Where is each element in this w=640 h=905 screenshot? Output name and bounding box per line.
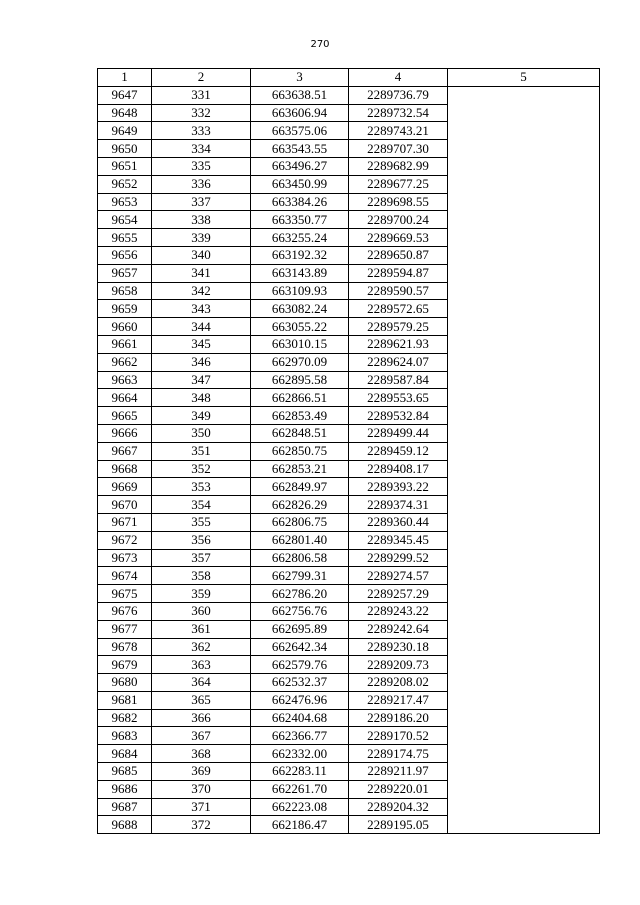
table-cell-col-4: 2289590.57	[349, 282, 448, 300]
table-cell-col-4: 2289257.29	[349, 585, 448, 603]
table-row	[98, 86, 600, 104]
table-cell-col-2: 362	[152, 638, 251, 656]
table-cell-col-2: 365	[152, 691, 251, 709]
table-cell-col-2: 360	[152, 602, 251, 620]
table-cell-col-3: 662223.08	[251, 798, 349, 816]
table-cell-col-1: 9648	[98, 104, 152, 122]
table-cell-col-3: 662849.97	[251, 478, 349, 496]
table-cell-col-4: 2289408.17	[349, 460, 448, 478]
table-cell-col-1: 9676	[98, 602, 152, 620]
table-cell-col-4: 2289170.52	[349, 727, 448, 745]
table-cell-col-1: 9670	[98, 496, 152, 514]
table-cell-col-1: 9660	[98, 318, 152, 336]
table-cell-col-4: 2289274.57	[349, 567, 448, 585]
table-cell-col-3: 662853.21	[251, 460, 349, 478]
table-cell-col-1: 9656	[98, 246, 152, 264]
table-cell-col-4: 2289698.55	[349, 193, 448, 211]
table-cell-col-1: 9652	[98, 175, 152, 193]
table-cell-col-4: 2289572.65	[349, 300, 448, 318]
table-cell-col-1: 9667	[98, 442, 152, 460]
table-cell-col-3: 662853.49	[251, 407, 349, 425]
table-cell-col-2: 368	[152, 745, 251, 763]
table-cell-col-3: 663575.06	[251, 122, 349, 140]
table-cell-col-4: 2289174.75	[349, 745, 448, 763]
table-cell-col-2: 366	[152, 709, 251, 727]
table-cell-col-2: 333	[152, 122, 251, 140]
table-cell-col-3: 662695.89	[251, 620, 349, 638]
table-cell-col-3: 662366.77	[251, 727, 349, 745]
table-cell-col-3: 663255.24	[251, 229, 349, 247]
table-header-row	[98, 69, 600, 87]
table-cell-col-1: 9681	[98, 691, 152, 709]
table-cell-col-2: 339	[152, 229, 251, 247]
table-cell-col-1: 9682	[98, 709, 152, 727]
table-cell-col-2: 342	[152, 282, 251, 300]
table-cell-col-4: 2289230.18	[349, 638, 448, 656]
table-cell-col-3: 663638.51	[251, 86, 349, 104]
table-cell-col-4: 2289669.53	[349, 229, 448, 247]
table-cell-col-3: 662579.76	[251, 656, 349, 674]
table-cell-col-1: 9673	[98, 549, 152, 567]
table-cell-col-2: 338	[152, 211, 251, 229]
table-cell-col-3: 662261.70	[251, 780, 349, 798]
table-cell-col-1: 9679	[98, 656, 152, 674]
table-cell-col-1: 9659	[98, 300, 152, 318]
table-cell-col-3: 663384.26	[251, 193, 349, 211]
table-cell-col-2: 337	[152, 193, 251, 211]
table-cell-col-2: 354	[152, 496, 251, 514]
table-cell-col-2: 346	[152, 353, 251, 371]
table-cell-col-1: 9664	[98, 389, 152, 407]
table-cell-col-2: 361	[152, 620, 251, 638]
table-cell-col-4: 2289736.79	[349, 86, 448, 104]
table-cell-col-2: 349	[152, 407, 251, 425]
table-cell-col-1: 9663	[98, 371, 152, 389]
table-cell-col-4: 2289624.07	[349, 353, 448, 371]
table-cell-col-1: 9649	[98, 122, 152, 140]
table-cell-col-2: 355	[152, 513, 251, 531]
table-cell-col-4: 2289621.93	[349, 335, 448, 353]
table-cell-col-4: 2289700.24	[349, 211, 448, 229]
table-cell-col-2: 345	[152, 335, 251, 353]
table-cell-col-1: 9662	[98, 353, 152, 371]
table-cell-col-1: 9651	[98, 157, 152, 175]
table-cell-col-3: 662756.76	[251, 602, 349, 620]
table-cell-col-3: 662404.68	[251, 709, 349, 727]
table-cell-col-3: 662332.00	[251, 745, 349, 763]
table-cell-col-3: 663606.94	[251, 104, 349, 122]
table-cell-col-2: 370	[152, 780, 251, 798]
table-cell-col-1: 9669	[98, 478, 152, 496]
table-cell-col-1: 9678	[98, 638, 152, 656]
table-cell-col-2: 348	[152, 389, 251, 407]
table-cell-col-3: 662895.58	[251, 371, 349, 389]
column-header-2: 2	[152, 69, 251, 87]
table-cell-col-2: 352	[152, 460, 251, 478]
table-cell-col-2: 358	[152, 567, 251, 585]
table-cell-col-1: 9654	[98, 211, 152, 229]
coordinates-table	[97, 68, 600, 834]
table-cell-col-3: 663109.93	[251, 282, 349, 300]
table-cell-col-3: 662970.09	[251, 353, 349, 371]
table-cell-col-4: 2289186.20	[349, 709, 448, 727]
table-cell-col-3: 662850.75	[251, 442, 349, 460]
table-cell-col-2: 367	[152, 727, 251, 745]
table-cell-col-3: 662826.29	[251, 496, 349, 514]
table-cell-col-1: 9677	[98, 620, 152, 638]
table-cell-col-1: 9668	[98, 460, 152, 478]
column-header-5: 5	[448, 69, 600, 87]
table-cell-col-4: 2289242.64	[349, 620, 448, 638]
table-cell-col-1: 9666	[98, 424, 152, 442]
table-cell-col-1: 9671	[98, 513, 152, 531]
column-header-4: 4	[349, 69, 448, 87]
table-cell-col-4: 2289393.22	[349, 478, 448, 496]
table-cell-col-3: 662848.51	[251, 424, 349, 442]
table-cell-col-1: 9684	[98, 745, 152, 763]
table-cell-col-3: 663082.24	[251, 300, 349, 318]
table-body	[98, 86, 600, 833]
table-cell-col-3: 663192.32	[251, 246, 349, 264]
table-cell-col-4: 2289220.01	[349, 780, 448, 798]
table-cell-col-5	[448, 86, 600, 833]
table-cell-col-4: 2289532.84	[349, 407, 448, 425]
table-cell-col-1: 9672	[98, 531, 152, 549]
table-cell-col-1: 9655	[98, 229, 152, 247]
table-cell-col-4: 2289594.87	[349, 264, 448, 282]
table-cell-col-4: 2289707.30	[349, 140, 448, 158]
table-cell-col-3: 663543.55	[251, 140, 349, 158]
table-cell-col-4: 2289459.12	[349, 442, 448, 460]
table-cell-col-3: 663350.77	[251, 211, 349, 229]
table-cell-col-3: 662786.20	[251, 585, 349, 603]
table-cell-col-1: 9687	[98, 798, 152, 816]
column-header-1: 1	[98, 69, 152, 87]
table-cell-col-4: 2289553.65	[349, 389, 448, 407]
table-cell-col-3: 662476.96	[251, 691, 349, 709]
column-header-3: 3	[251, 69, 349, 87]
table-cell-col-2: 350	[152, 424, 251, 442]
table-cell-col-2: 344	[152, 318, 251, 336]
table-cell-col-2: 357	[152, 549, 251, 567]
table-cell-col-3: 662186.47	[251, 816, 349, 834]
table-cell-col-2: 343	[152, 300, 251, 318]
table-cell-col-3: 663496.27	[251, 157, 349, 175]
page-number: 270	[310, 39, 330, 50]
table-cell-col-4: 2289374.31	[349, 496, 448, 514]
table-cell-col-1: 9674	[98, 567, 152, 585]
table-cell-col-4: 2289499.44	[349, 424, 448, 442]
table-cell-col-4: 2289217.47	[349, 691, 448, 709]
table-cell-col-2: 351	[152, 442, 251, 460]
table-cell-col-3: 663450.99	[251, 175, 349, 193]
table-cell-col-2: 356	[152, 531, 251, 549]
table-cell-col-2: 369	[152, 763, 251, 781]
table-cell-col-2: 364	[152, 674, 251, 692]
table-cell-col-4: 2289587.84	[349, 371, 448, 389]
table-cell-col-1: 9686	[98, 780, 152, 798]
table-cell-col-3: 662866.51	[251, 389, 349, 407]
table-cell-col-4: 2289360.44	[349, 513, 448, 531]
table-cell-col-1: 9665	[98, 407, 152, 425]
table-cell-col-3: 662532.37	[251, 674, 349, 692]
table-cell-col-4: 2289743.21	[349, 122, 448, 140]
table-cell-col-3: 662642.34	[251, 638, 349, 656]
table-cell-col-2: 347	[152, 371, 251, 389]
table-cell-col-3: 663055.22	[251, 318, 349, 336]
table-cell-col-1: 9647	[98, 86, 152, 104]
table-cell-col-3: 662283.11	[251, 763, 349, 781]
table-cell-col-2: 336	[152, 175, 251, 193]
table-cell-col-4: 2289682.99	[349, 157, 448, 175]
table-cell-col-2: 371	[152, 798, 251, 816]
table-cell-col-4: 2289677.25	[349, 175, 448, 193]
table-cell-col-4: 2289211.97	[349, 763, 448, 781]
table-cell-col-1: 9658	[98, 282, 152, 300]
table-cell-col-2: 372	[152, 816, 251, 834]
table-cell-col-1: 9653	[98, 193, 152, 211]
table-cell-col-4: 2289209.73	[349, 656, 448, 674]
table-cell-col-2: 359	[152, 585, 251, 603]
table-cell-col-2: 335	[152, 157, 251, 175]
table-cell-col-2: 331	[152, 86, 251, 104]
table-cell-col-4: 2289208.02	[349, 674, 448, 692]
table-cell-col-4: 2289732.54	[349, 104, 448, 122]
table-cell-col-2: 353	[152, 478, 251, 496]
table-cell-col-4: 2289345.45	[349, 531, 448, 549]
table-cell-col-4: 2289195.05	[349, 816, 448, 834]
table-cell-col-1: 9683	[98, 727, 152, 745]
table-cell-col-4: 2289650.87	[349, 246, 448, 264]
table-cell-col-1: 9685	[98, 763, 152, 781]
table-cell-col-1: 9650	[98, 140, 152, 158]
table-cell-col-4: 2289243.22	[349, 602, 448, 620]
table-cell-col-1: 9688	[98, 816, 152, 834]
table-cell-col-3: 662799.31	[251, 567, 349, 585]
table-cell-col-1: 9675	[98, 585, 152, 603]
table-cell-col-4: 2289204.32	[349, 798, 448, 816]
table-cell-col-3: 663010.15	[251, 335, 349, 353]
table-cell-col-3: 662806.75	[251, 513, 349, 531]
table-cell-col-3: 662806.58	[251, 549, 349, 567]
table-cell-col-4: 2289579.25	[349, 318, 448, 336]
table-cell-col-2: 340	[152, 246, 251, 264]
table-cell-col-2: 341	[152, 264, 251, 282]
table-cell-col-1: 9657	[98, 264, 152, 282]
table-cell-col-3: 662801.40	[251, 531, 349, 549]
table-cell-col-2: 332	[152, 104, 251, 122]
table-cell-col-1: 9680	[98, 674, 152, 692]
table-cell-col-3: 663143.89	[251, 264, 349, 282]
table-cell-col-4: 2289299.52	[349, 549, 448, 567]
table-cell-col-2: 334	[152, 140, 251, 158]
table-cell-col-1: 9661	[98, 335, 152, 353]
table-cell-col-2: 363	[152, 656, 251, 674]
